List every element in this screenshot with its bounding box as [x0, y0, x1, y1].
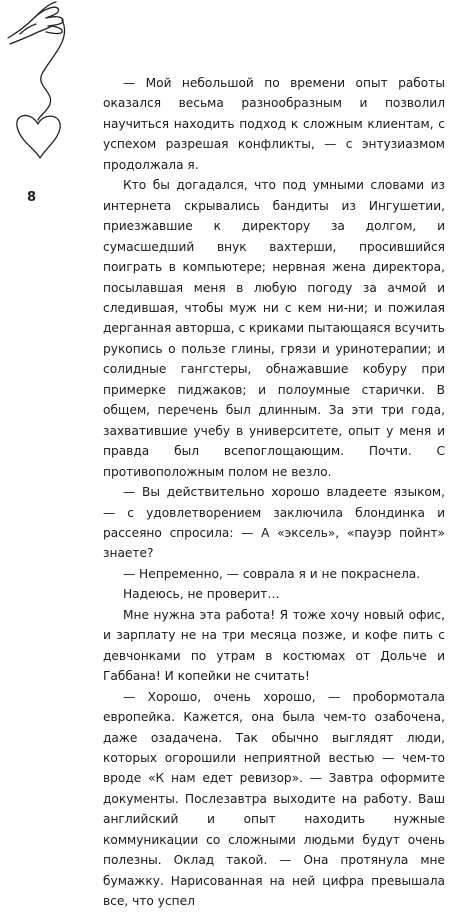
page-number: 8 — [27, 190, 37, 205]
paragraph: Кто бы догадался, что под умными словами из интернета скрывались бандиты из Ингушетии, приезжавшие к директору за долгом, и сумасшедший внук вахтерши, просившийся поиграть в компьютере; нервная жена директора, посылавшая меня в любую погоду за ачмой и следившая, чтобы муж ни с кем ни-ни; и пожилая дерганная авторша, с криками пытающаяся всучить рукопись о пользе глины, грязи и уринотерапии; и солидные гангстеры, обнажавшие кобуру при примерке пиджаков; и полоумные старички. В общем, перечень был длинным. За эти три года, захватившие учебу в университете, опыт у меня и правда был всепоглощающим. Почти. С противоположным полом не везло. — [103, 178, 445, 479]
paragraph: — Непременно, — соврала я и не покраснела. — [123, 566, 421, 581]
paragraph: Мне нужна эта работа! Я тоже хочу новый офис, и зарплату не на три месяца позже, и кофе пить с девчонками по утрам в костюмах от Дольче и Габбана! И копейки не считать! — [103, 607, 445, 684]
paragraph: — Вы действительно хорошо владеете языком, — с удовлетворением заключила блондинка и рассеяно спросила: — А «эксель», «пауэр пойнт» знаете? — [103, 485, 445, 561]
paragraph: — Мой небольшой по времени опыт работы оказался весьма разнообразным и позволил научиться находить подход к сложным клиентам, с успехом разрешая конфликты, — с энтузиазмом продолжала я. — [103, 76, 445, 172]
paragraph: Надеюсь, не проверит… — [123, 587, 280, 602]
hand-heart-ornament — [0, 0, 120, 160]
paragraph: — Хорошо, очень хорошо, — пробормотала европейка. Кажется, она была чем-то озабочена, даже озадачена. Так обычно выглядят люди, которых огорошили неприятной вестью — чем-то вроде «К нам едет ревизор». — Завтра оформите документы. Послезавтра выходите на работу. Ваш английский и опыт находить нужные коммуникации со сложными людьми будут очень полезны. Оклад такой. — Она протянула мне бумажку. Нарисованная на ней цифра превышала все, что успел — [103, 689, 445, 909]
body-text — [103, 73, 445, 912]
